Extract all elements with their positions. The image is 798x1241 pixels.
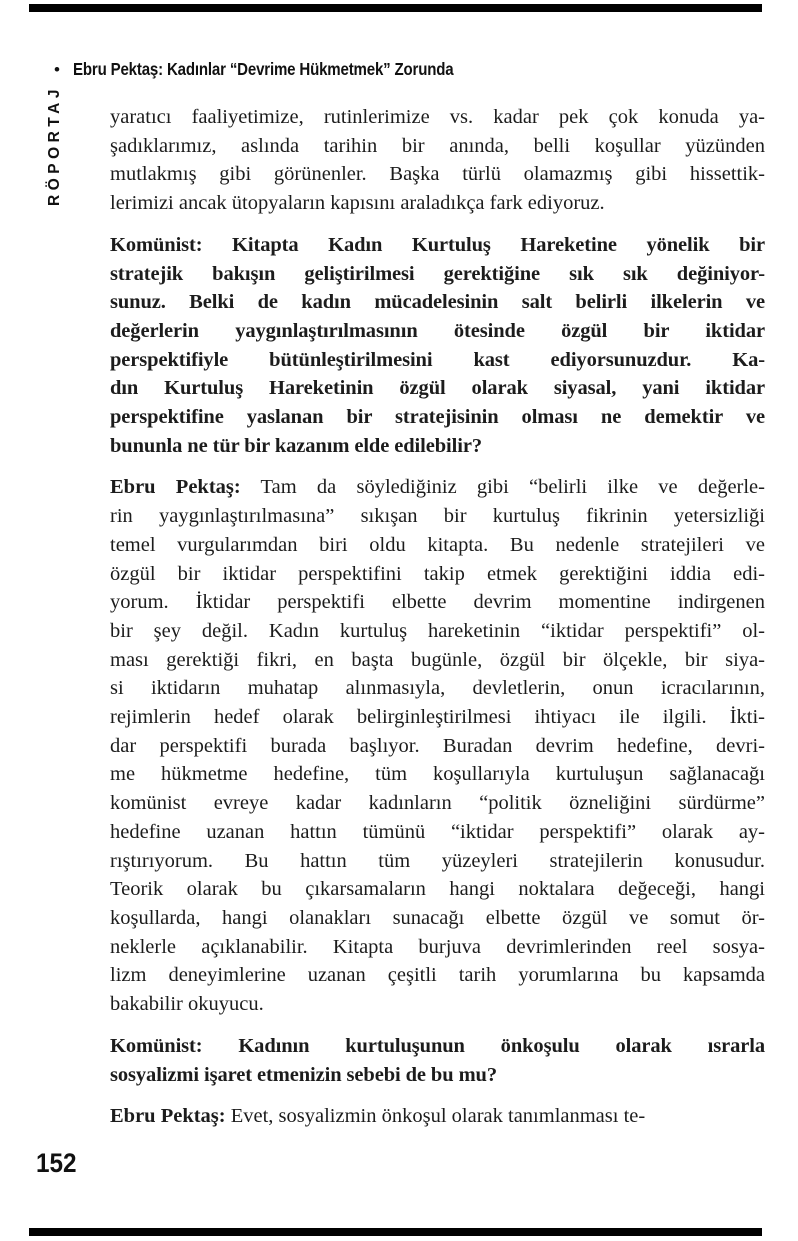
header-title: Kadınlar “Devrime Hükmetmek” Zorunda <box>166 59 454 79</box>
text-line: yaratıcı faaliyetimize, rutinlerimize vs. kadar pek çok konuda ya- <box>110 106 765 128</box>
text-line: Komünist: Kadının kurtuluşunun önkoşulu olarak ısrarla <box>110 1034 765 1057</box>
text-line: si iktidarın muhatap alınmasıyla, devletlerin, onun icracılarının, <box>110 677 765 700</box>
paragraph <box>110 473 765 1018</box>
paragraph <box>110 231 765 461</box>
text-line: rin yaygınlaştırılmasına” sıkışan bir kurtuluş fikrinin yetersizliği <box>110 505 765 528</box>
text-line: Ebru Pektaş: Evet, sosyalizmin önkoşul olarak tanımlanması te- <box>110 1105 646 1128</box>
speaker-label: Ebru Pektaş: <box>110 476 241 499</box>
header-text <box>73 59 453 80</box>
text-line: özgül bir iktidar perspektifini takip etmek gerektiğini iddia edi- <box>110 562 765 585</box>
text-line: komünist evreye kadar kadınların “politik özneliğini sürdürme” <box>110 792 765 815</box>
text-line: bakabilir okuyucu. <box>110 993 264 1016</box>
text-line: rejimlerin hedef olarak belirginleştirilmesi ihtiyacı ile ilgili. İkti- <box>110 706 765 729</box>
text-line: mutlakmış gibi görünenler. Başka türlü olamazmış gibi hissettik- <box>110 163 765 186</box>
bottom-rule <box>29 1228 762 1236</box>
text-line: değerlerin yaygınlaştırılmasının ötesinde özgül bir iktidar <box>110 319 765 342</box>
top-rule <box>29 4 762 12</box>
text-line: Teorik olarak bu çıkarsamaların hangi noktalara değeceği, hangi <box>110 878 765 901</box>
text-line: yorum. İktidar perspektifi elbette devrim momentine indirgenen <box>110 591 765 614</box>
text-line: koşullarda, hangi olanakları sunacağı elbette özgül ve somut ör- <box>110 906 765 929</box>
bullet-icon: • <box>54 60 60 79</box>
header-author: Ebru Pektaş: <box>72 59 163 79</box>
running-header <box>54 59 515 80</box>
text-line: temel vurgularımdan biri oldu kitapta. Bu nedenle stratejileri ve <box>110 533 765 556</box>
paragraph <box>110 103 765 218</box>
text-line: dın Kurtuluş Hareketinin özgül olarak siyasal, yani iktidar <box>110 377 765 400</box>
article-body <box>110 103 765 1144</box>
text-line: ması gerektiği fikri, en başta bugünle, özgül bir ölçekle, bir siya- <box>110 648 765 671</box>
text-line: sunuz. Belki de kadın mücadelesinin salt belirli ilkelerin ve <box>110 291 765 314</box>
text-line: me hükmetme hedefine, tüm koşullarıyla kurtuluşun sağlanacağı <box>110 763 765 786</box>
speaker-label: Ebru Pektaş: <box>110 1105 226 1128</box>
text-line: Ebru Pektaş: Tam da söylediğiniz gibi “belirli ilke ve değerle- <box>110 476 765 499</box>
text-line: Komünist: Kitapta Kadın Kurtuluş Hareketine yönelik bir <box>110 233 765 256</box>
section-label-roportaj: RÖPORTAJ <box>46 85 63 206</box>
text-line: lizm deneyimlerine uzanan çeşitli tarih yorumlarına bu kapsamda <box>110 964 765 987</box>
text-line: hedefine uzanan hattın tümünü “iktidar perspektifi” olarak ay- <box>110 820 765 843</box>
text-line: bir şey değil. Kadın kurtuluş hareketinin “iktidar perspektifi” ol- <box>110 619 765 642</box>
text-line: perspektifiyle bütünleştirilmesini kast ediyorsunuzdur. Ka- <box>110 348 765 371</box>
page-number: 152 <box>36 1148 77 1178</box>
text-line: şadıklarımız, aslında tarihin bir anında, belli koşullar yüzünden <box>110 134 765 157</box>
paragraph <box>110 1102 765 1131</box>
text-line: rıştırıyorum. Bu hattın tüm yüzeyleri stratejilerin konusudur. <box>110 849 765 872</box>
text-line: bununla ne tür bir kazanım elde edilebilir? <box>110 434 482 457</box>
text-line: neklerle açıklanabilir. Kitapta burjuva devrimlerinden reel sosya- <box>110 935 765 958</box>
text-line: sosyalizmi işaret etmenizin sebebi de bu mu? <box>110 1063 497 1086</box>
paragraph <box>110 1032 765 1089</box>
text-line: stratejik bakışın geliştirilmesi gerektiğine sık sık değiniyor- <box>110 262 765 285</box>
text-line: lerimizi ancak ütopyaların kapısını araladıkça fark ediyoruz. <box>110 192 605 215</box>
text-line: dar perspektifi burada başlıyor. Buradan devrim hedefine, devri- <box>110 734 765 757</box>
text-line: perspektifine yaslanan bir stratejisinin olması ne demektir ve <box>110 406 765 429</box>
